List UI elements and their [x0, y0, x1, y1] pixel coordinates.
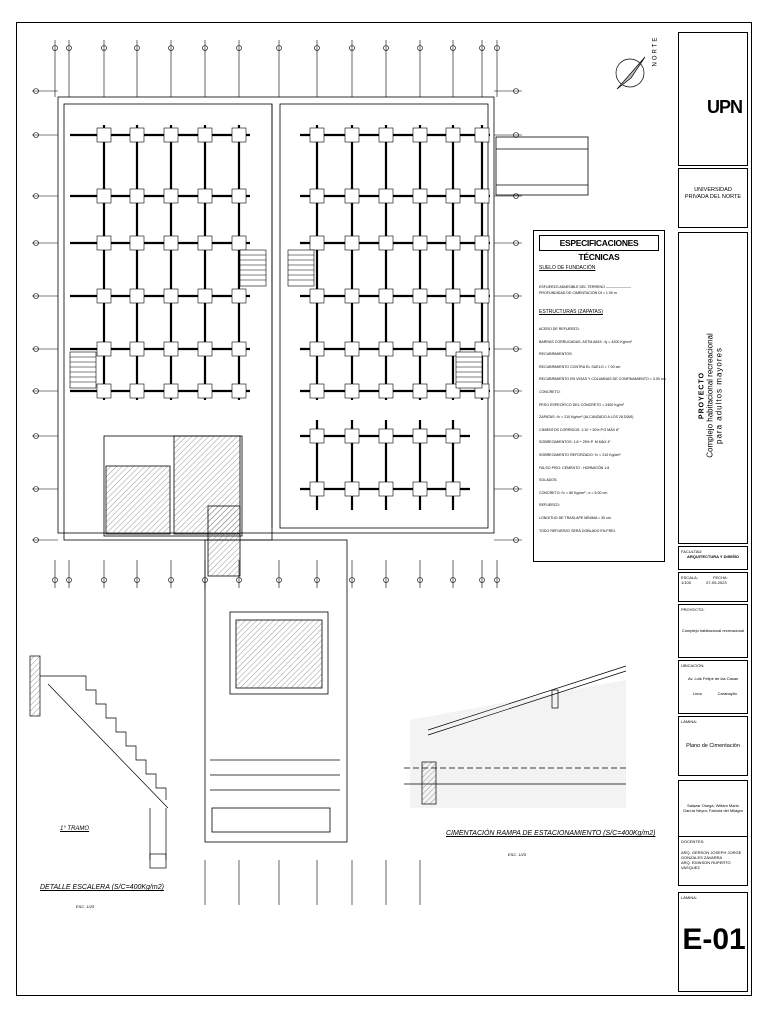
stair-tramo-label: 1° TRAMO	[60, 826, 90, 832]
spec-line: PROFUNDIDAD DE CIMENTACIÓN Df = 1.00 m	[539, 291, 617, 295]
student-1: Salazar Osega, Wiliam Mario	[687, 803, 739, 808]
stair-detail-caption: DETALLE ESCALERA (S/C=400Kg/m2)	[40, 884, 164, 891]
spec-section-head-1: SUELO DE FUNDACIÓN	[539, 265, 596, 271]
student-2: García Neyra, Fabíola del Milagro	[682, 808, 744, 813]
province-value: Lima	[693, 691, 702, 696]
plan-name-value: Plano de Cimentación	[686, 743, 740, 749]
spec-line: ZAPATAS: f'c = 210 Kg/cm² (ALCANZADO A LOS 28 DÍAS)	[539, 415, 634, 420]
ramp-detail-caption: CIMENTACIÓN RAMPA DE ESTACIONAMIENTO (S/C=400Kg/m2)	[446, 830, 656, 837]
advisor-3: ARQ. EDINSON RUPERTO VASQUEZ	[681, 860, 731, 870]
sheet-label: LÁMINA:	[681, 895, 698, 900]
faculty-value: ARQUITECTURA Y DISEÑO	[687, 554, 739, 559]
spec-line: RECUBRIMIENTO EN VIGAS Y COLUMNAS DE CONFINAMIENTO = 3.00 cm	[539, 377, 666, 382]
advisor-2: GONZALES ZAVARRA	[681, 855, 723, 860]
technical-specifications-box	[533, 230, 665, 562]
scale-value: 1/100	[681, 580, 692, 585]
scale-label: ESCALA:	[681, 575, 698, 580]
spec-line: SOBRECIMIENTO REFORZADO: f'c = 210 Kg/cm²	[539, 453, 621, 457]
university-box	[678, 168, 748, 228]
advisor-1: ARQ. GERSON JOSEPH JORGE	[681, 850, 742, 855]
university-line-2: PRIVADA DEL NORTE	[684, 194, 742, 200]
stair-detail	[30, 656, 168, 868]
project-field-label: PROYECTO:	[681, 607, 705, 612]
spec-line: PESO ESPECÍFICO DEL CONCRETO = 2400 Kg/m³	[539, 402, 624, 407]
spec-line: FALSO PISO: CEMENTO : HORMIGÓN 1:8	[539, 465, 610, 470]
project-field-box	[678, 604, 748, 658]
spec-line: RECUBRIMIENTO CONTRA EL SUELO = 7.00 cm	[539, 364, 621, 369]
spec-line: TODO REFUERZO SERÁ DOBLADO EN FRÍO.	[539, 528, 617, 533]
advisors-label: DOCENTES:	[681, 839, 705, 844]
plan-label: LÁMINA:	[681, 719, 698, 724]
logo-text: UPN	[707, 97, 743, 117]
project-box	[678, 232, 748, 544]
location-label: UBICACIÓN:	[681, 663, 705, 668]
project-label: PROYECTO	[698, 371, 706, 420]
spec-line: ACERO DE REFUERZO:	[539, 327, 580, 331]
university-line-1: UNIVERSIDAD	[694, 187, 732, 193]
scale-date-box	[678, 572, 748, 602]
sheet-number-box	[678, 892, 748, 992]
spec-line: CONCRETO: f'c = 80 Kg/cm² ; e = 5.00 cm	[539, 490, 608, 495]
spec-section-head-2: ESTRUCTURAS (ZAPATAS)	[539, 309, 603, 315]
location-box	[678, 660, 748, 714]
spec-line: CONCRETO:	[539, 390, 561, 394]
parking-ramp-detail	[404, 666, 626, 808]
spec-line: REFUERZO:	[539, 503, 560, 508]
spec-line: CIMIENTOS CORRIDOS: 1:10 + 30% P.G MÁX 8"	[539, 427, 620, 432]
spec-line: SOBRECIMIENTOS: 1:8 + 25% P. M MÁX 4"	[539, 440, 611, 445]
logo-box	[678, 32, 748, 166]
plan-name-box	[678, 716, 748, 776]
project-name-line-1: Complejo habitacional recreacional	[705, 333, 715, 458]
north-label: NORTE	[652, 35, 659, 67]
stair-detail-scale: ESC. 1/25	[76, 904, 95, 909]
faculty-box	[678, 546, 748, 570]
faculty-label: FACULTAD:	[681, 549, 703, 554]
sheet-number: E-01	[682, 923, 746, 956]
advisors-box	[678, 836, 748, 886]
north-arrow-icon	[616, 57, 645, 89]
ramp-detail-scale: ESC. 1/25	[508, 852, 527, 857]
spec-line: ESFUERZO ADMISIBLE DEL TERRENO ———————	[539, 285, 632, 289]
spec-line: LONGITUD DE TRASLAPE MÍNIMA = 30 cm	[539, 516, 611, 520]
location-value: Av. Luis Felipe de las Casas	[687, 676, 739, 681]
project-field-value: Complejo habitacional recreacional	[681, 628, 745, 633]
spec-line: RECUBRIMIENTOS:	[539, 352, 573, 357]
spec-line: BARRAS CORRUGADAS, ASTM A615 : fy = 4200 Kg/cm²	[539, 339, 632, 344]
date-value: 07-09-2023	[706, 580, 727, 585]
spec-line: SOLADOS:	[539, 478, 558, 483]
district-value: Carabayllo	[717, 691, 737, 696]
specs-title: ESPECIFICACIONES TÉCNICAS	[539, 235, 659, 251]
date-label: FECHA:	[713, 575, 728, 580]
project-name-line-2: para adultos mayores	[714, 347, 724, 444]
